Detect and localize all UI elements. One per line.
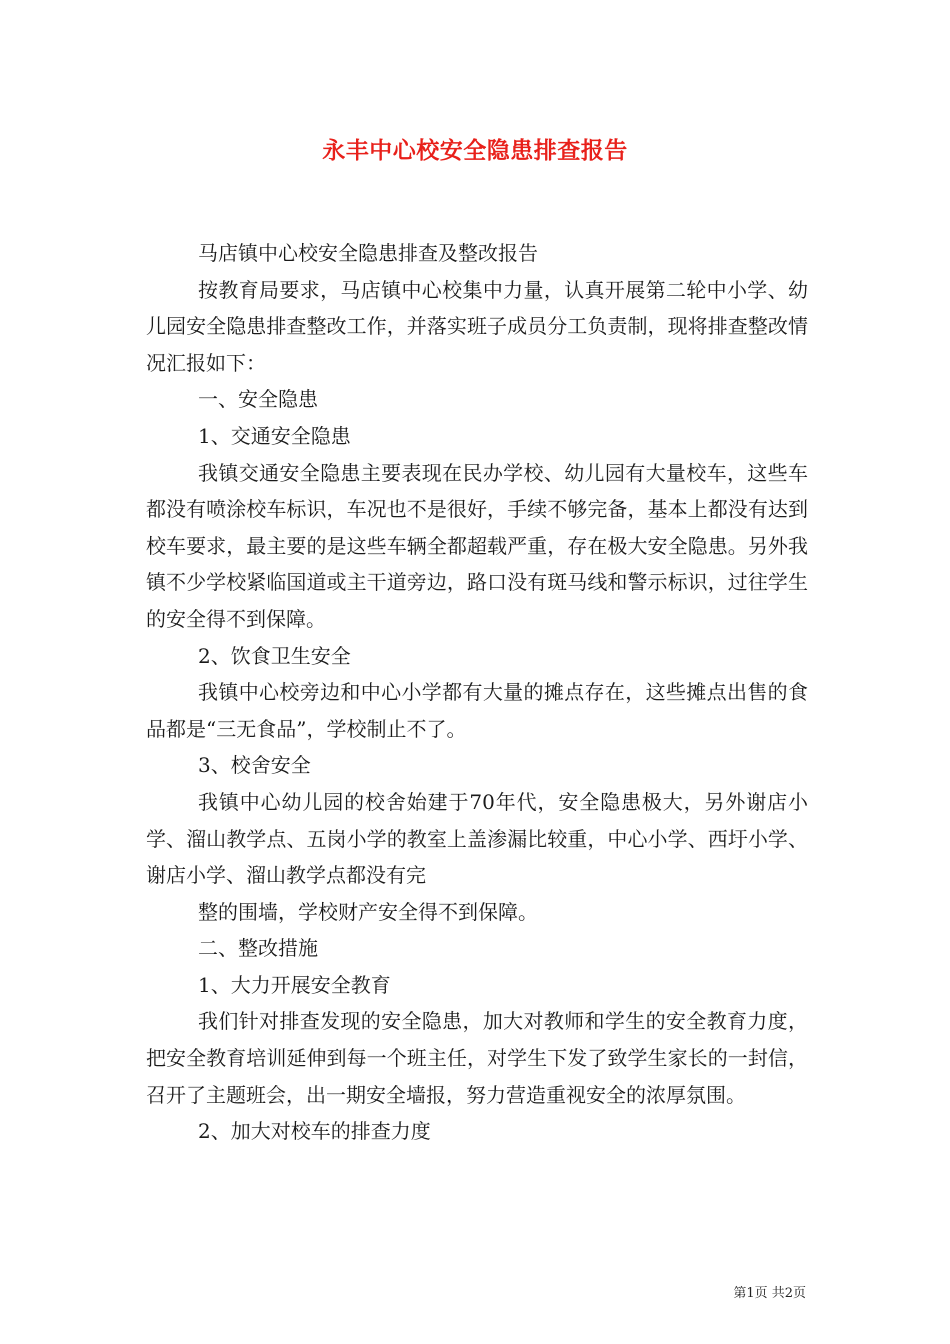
food-paragraph: 我镇中心校旁边和中心小学都有大量的摊点存在，这些摊点出售的食品都是“三无食品”，学校制止不了。: [146, 680, 808, 741]
report-subtitle: 马店镇中心校安全隐患排查及整改报告: [198, 241, 538, 265]
education-paragraph: 我们针对排查发现的安全隐患，加大对教师和学生的安全教育力度，把安全教育培训延伸到每一个班主任，对学生下发了致学生家长的一封信，召开了主题班会，出一期安全墙报，努力营造重视安全的浓厚氛围。: [146, 1009, 808, 1107]
buildings-paragraph-cont: 整的围墙，学校财产安全得不到保障。: [198, 899, 538, 924]
section-heading-measures: 二、整改措施: [198, 936, 318, 961]
section-heading-hazards: 一、安全隐患: [198, 387, 318, 412]
subheading-traffic: 1、交通安全隐患: [198, 423, 351, 448]
buildings-paragraph: 我镇中心幼儿园的校舍始建于70年代，安全隐患极大，另外谢店小学、溜山教学点、五岗小学的教室上盖渗漏比较重，中心小学、西圩小学、谢店小学、溜山教学点都没有完: [146, 789, 808, 888]
intro-paragraph: 按教育局要求，马店镇中心校集中力量，认真开展第二轮中小学、幼儿园安全隐患排查整改工作，并落实班子成员分工负责制，现将排查整改情况汇报如下：: [146, 277, 808, 375]
subheading-education: 1、大力开展安全教育: [198, 972, 391, 997]
document-body: [146, 235, 808, 1150]
subheading-school-bus: 2、加大对校车的排查力度: [198, 1119, 431, 1144]
subheading-buildings: 3、校舍安全: [198, 753, 311, 778]
document-title: 永丰中心校安全隐患排查报告: [322, 137, 628, 164]
traffic-paragraph: 我镇交通安全隐患主要表现在民办学校、幼儿园有大量校车，这些车都没有喷涂校车标识，车况也不是很好，手续不够完备，基本上都没有达到校车要求，最主要的是这些车辆全都超载严重，存在极大安全隐患。另外我镇不少学校紧临国道或主干道旁边，路口没有斑马线和警示标识，过往学生的安全得不到保障。: [146, 460, 808, 631]
page-number: 第1页 共2页: [733, 1286, 806, 1301]
subheading-food: 2、饮食卫生安全: [198, 643, 351, 668]
